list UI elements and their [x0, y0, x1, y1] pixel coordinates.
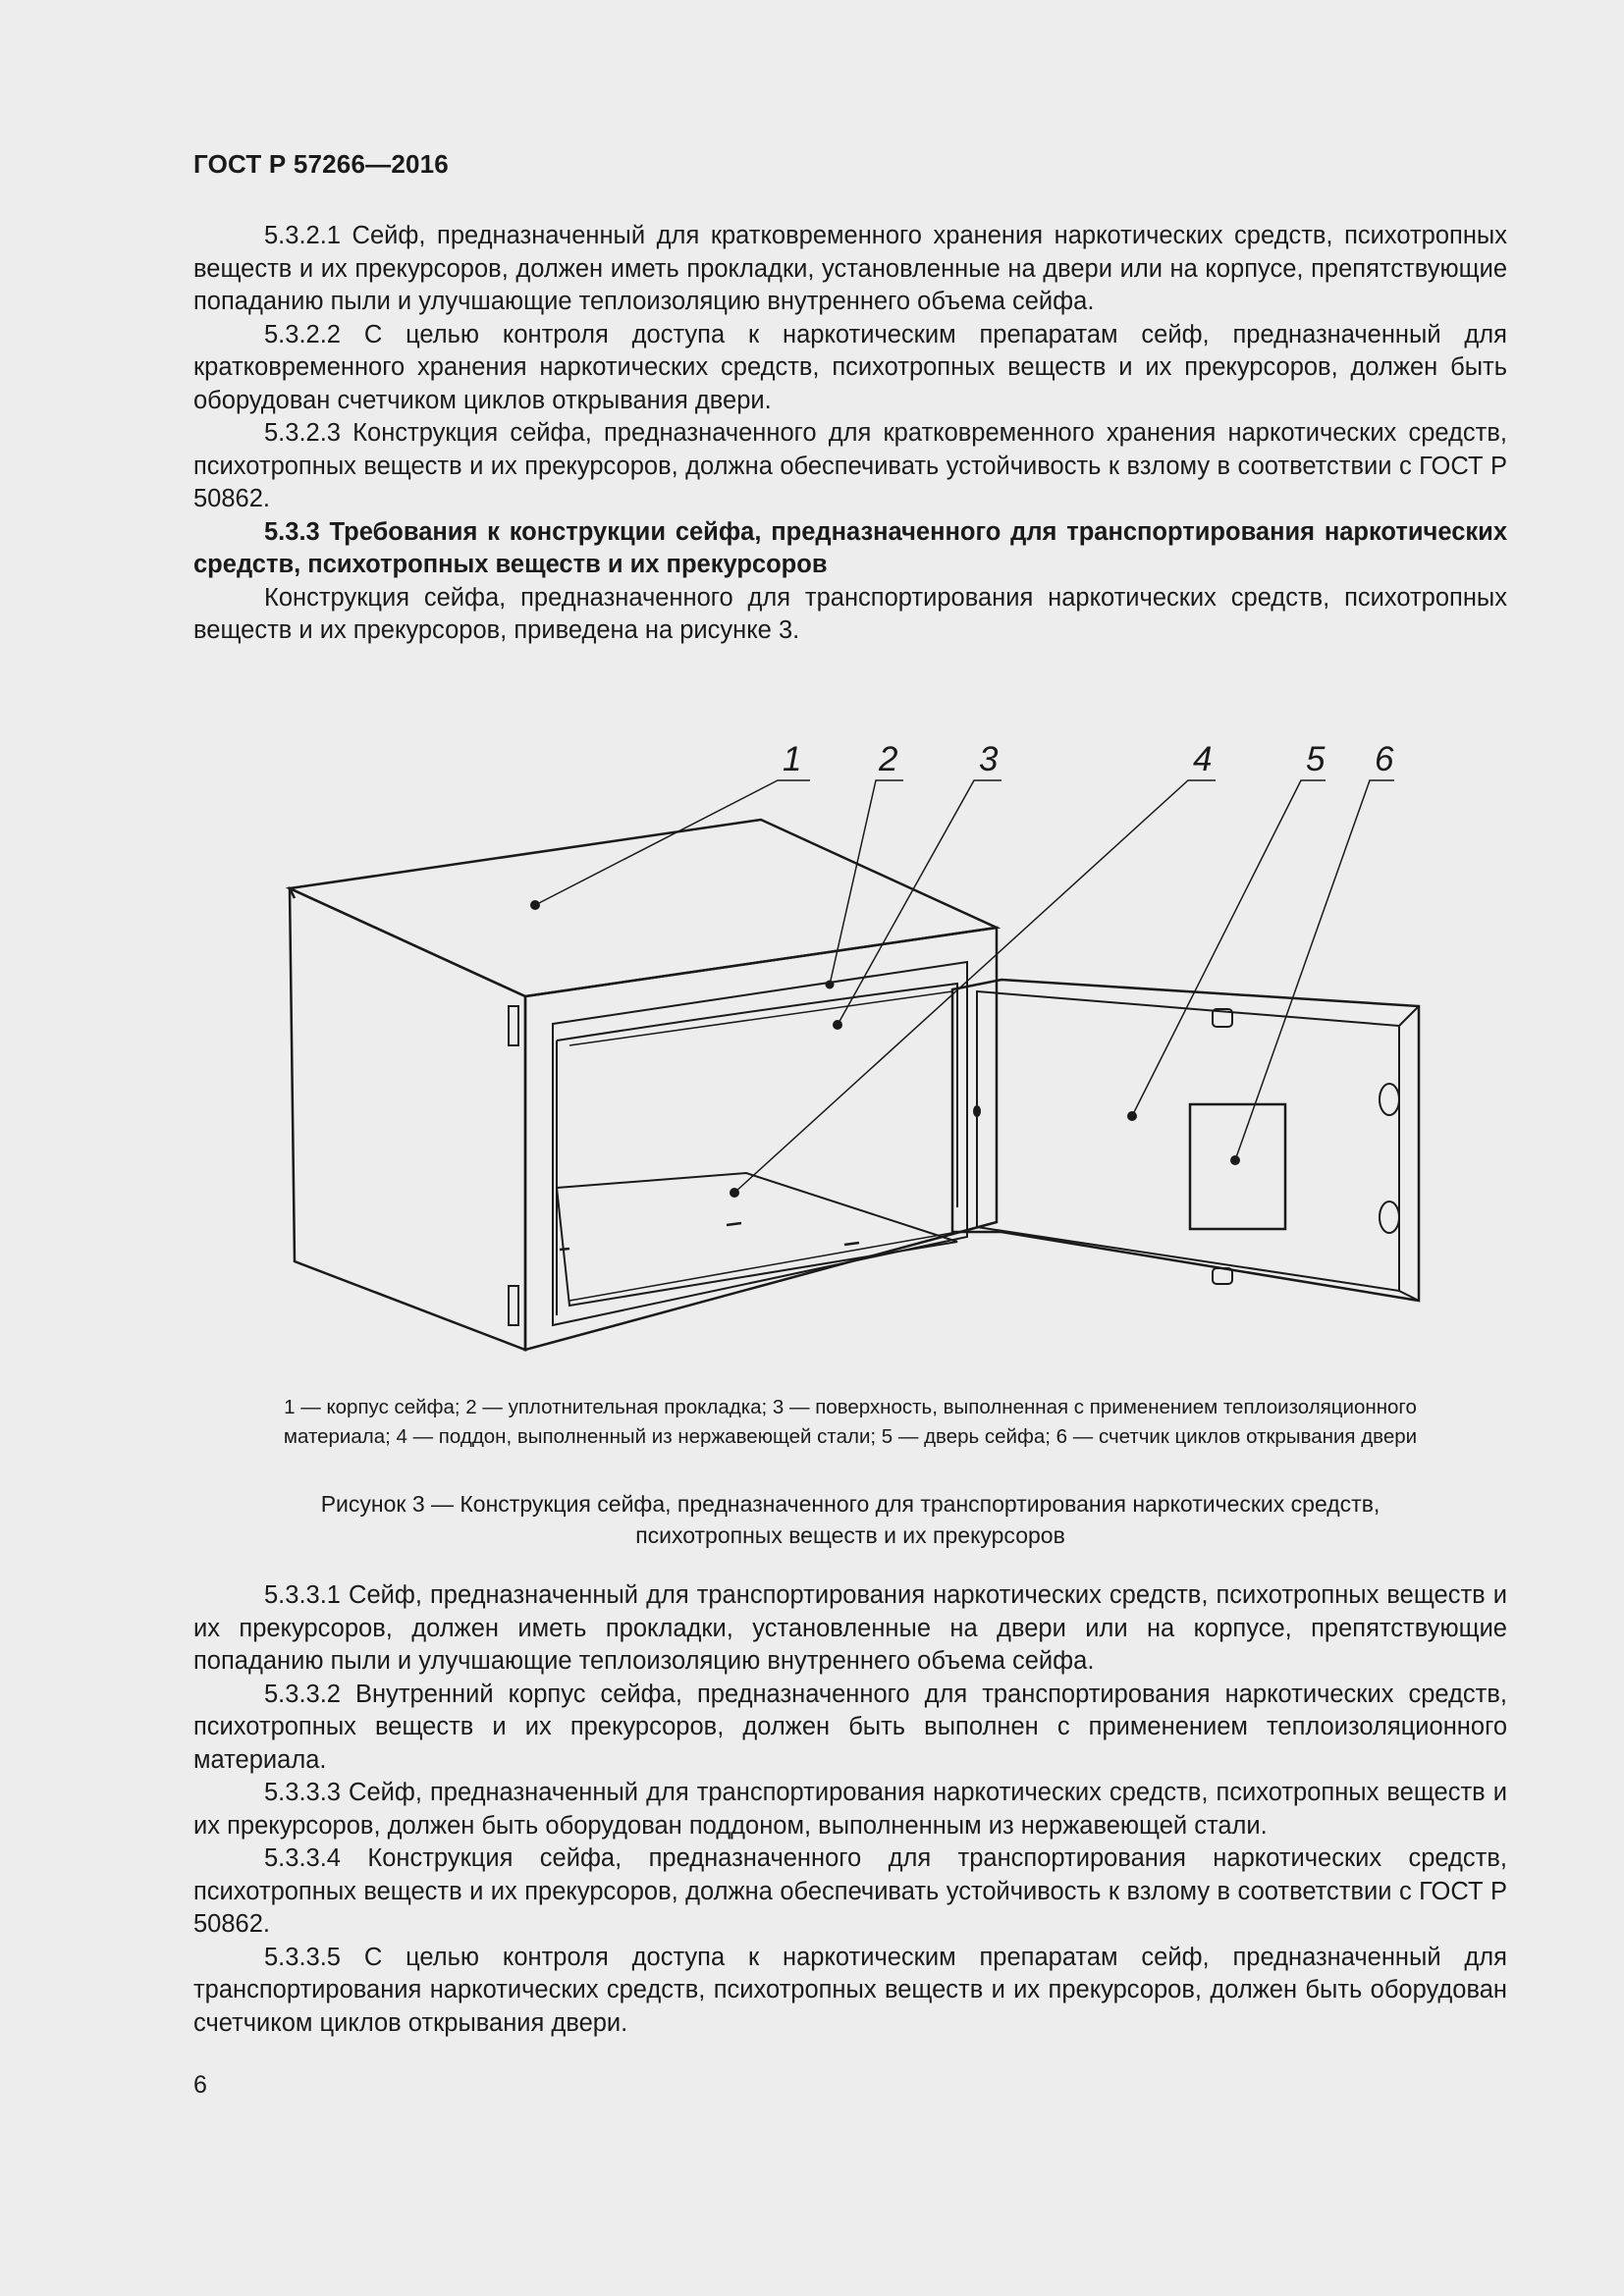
- paragraph-figure-intro: Конструкция сейфа, предназначенного для транспортирования наркотических средств, психотропных веществ и их прекурсоров, приведена на рисунке 3.: [193, 583, 1507, 644]
- caption-line-2: психотропных веществ и их прекурсоров: [635, 1522, 1065, 1548]
- figure-legend: [193, 1393, 1507, 1452]
- leader-lines: [530, 780, 1394, 1198]
- paragraph-5-3-2-1: 5.3.2.1 Сейф, предназначенный для кратковременного хранения наркотических средств, психотропных веществ и их прекурсоров, должен иметь прокладки, установленные на двери или на корпусе, препятствующие попаданию пыли и улучшающие теплоизоляцию внутреннего объема сейфа.: [193, 222, 1507, 315]
- document-header: ГОСТ Р 57266—2016: [193, 149, 449, 179]
- callout-5: 5: [1306, 740, 1326, 778]
- legend-line-1: 1 — корпус сейфа; 2 — уплотнительная прокладка; 3 — поверхность, выполненная с применением теплоизоляционного: [284, 1396, 1417, 1418]
- section-heading-5-3-3: 5.3.3 Требования к конструкции сейфа, предназначенного для транспортирования наркотических средств, психотропных веществ и их прекурсоров: [193, 517, 1507, 578]
- callout-2: 2: [879, 740, 898, 778]
- page-number: 6: [193, 2071, 207, 2099]
- paragraph-5-3-3-4: 5.3.3.4 Конструкция сейфа, предназначенного для транспортирования наркотических средств, психотропных веществ и их прекурсоров, должна обеспечивать устойчивость к взлому в соответствии с ГОСТ Р 50862.: [193, 1844, 1507, 1938]
- paragraph-5-3-3-3: 5.3.3.3 Сейф, предназначенный для транспортирования наркотических средств, психотропных веществ и их прекурсоров, должен быть оборудован поддоном, выполненным из нержавеющей стали.: [193, 1779, 1507, 1840]
- callout-4: 4: [1193, 740, 1213, 778]
- paragraph-5-3-2-3: 5.3.2.3 Конструкция сейфа, предназначенного для кратковременного хранения наркотических средств, психотропных веществ и их прекурсоров, должна обеспечивать устойчивость к взлому в соответствии с ГОСТ Р 50862.: [193, 419, 1507, 512]
- callout-3: 3: [979, 740, 999, 778]
- bottom-text-block: [193, 1579, 1507, 2040]
- legend-line-2: материала; 4 — поддон, выполненный из нержавеющей стали; 5 — дверь сейфа; 6 — счетчик циклов открывания двери: [283, 1425, 1418, 1448]
- figure-caption: [193, 1488, 1507, 1551]
- callout-1: 1: [783, 740, 802, 778]
- paragraph-5-3-3-2: 5.3.3.2 Внутренний корпус сейфа, предназначенного для транспортирования наркотических средств, психотропных веществ и их прекурсоров, должен быть выполнен с применением теплоизоляционного материала.: [193, 1680, 1507, 1774]
- caption-line-1: Рисунок 3 — Конструкция сейфа, предназначенного для транспортирования наркотических средств,: [320, 1491, 1380, 1517]
- paragraph-5-3-3-5: 5.3.3.5 С целью контроля доступа к наркотическим препаратам сейф, предназначенный для транспортирования наркотических средств, психотропных веществ и их прекурсоров, должен быть оборудован счетчиком циклов открывания двери.: [193, 1943, 1507, 2037]
- callout-6: 6: [1375, 740, 1394, 778]
- paragraph-5-3-3-1: 5.3.3.1 Сейф, предназначенный для транспортирования наркотических средств, психотропных веществ и их прекурсоров, должен иметь прокладки, установленные на двери или на корпусе, препятствующие попаданию пыли и улучшающие теплоизоляцию внутреннего объема сейфа.: [193, 1581, 1507, 1675]
- safe-construction-figure: [275, 726, 1453, 1364]
- top-text-block: [193, 220, 1507, 648]
- paragraph-5-3-2-2: 5.3.2.2 С целью контроля доступа к наркотическим препаратам сейф, предназначенный для кратковременного хранения наркотических средств, психотропных веществ и их прекурсоров, должен быть оборудован счетчиком циклов открывания двери.: [193, 320, 1507, 414]
